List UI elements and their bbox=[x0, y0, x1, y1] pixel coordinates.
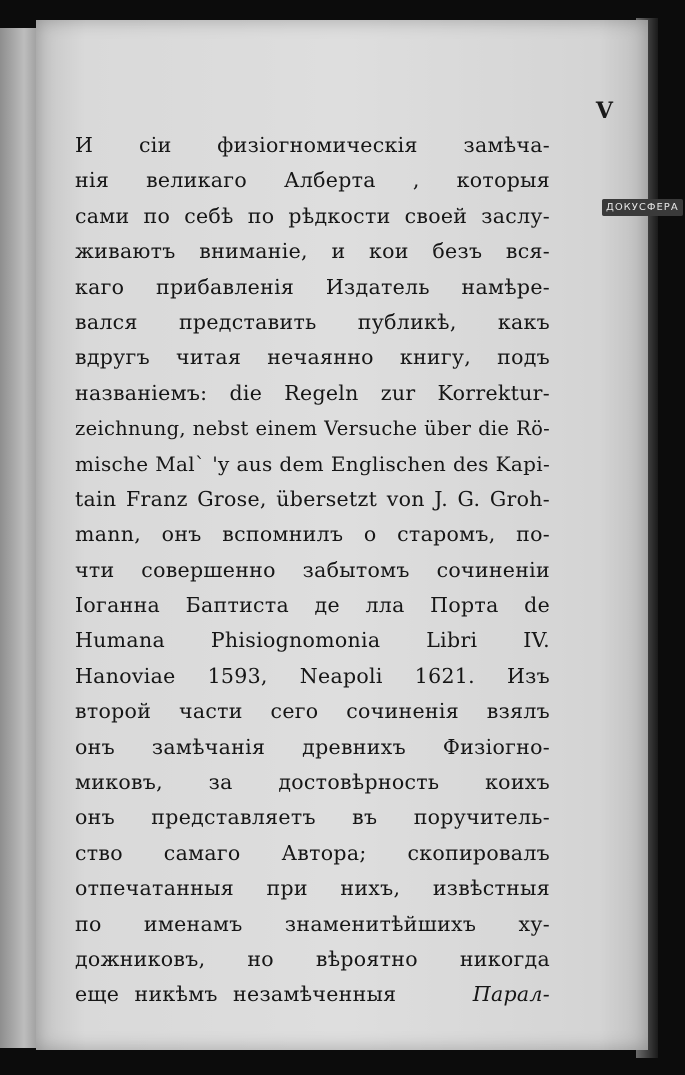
text-line: чти совершенно забытомъ сочиненіи bbox=[75, 557, 550, 582]
watermark-badge: ДОКУСФЕРА bbox=[602, 199, 683, 216]
catchword: Парал- bbox=[472, 982, 550, 1007]
text-line: Іоганна Баптиста де лла Порта de bbox=[75, 593, 550, 618]
text-line: mann, онъ вспомнилъ о старомъ, по- bbox=[75, 522, 550, 547]
text-line: живаютъ вниманіе, и кои безъ вся- bbox=[75, 239, 550, 264]
text-line: сами по себѣ по рѣдкости своей заслу- bbox=[75, 203, 550, 228]
text-line: И сіи физіогномическія замѣча- bbox=[75, 133, 550, 157]
text-line: ство самаго Автора; скопировалъ bbox=[75, 840, 550, 865]
text-line: Humana Phisiognomonia Libri IV. bbox=[75, 628, 550, 653]
text-line: названіемъ: die Regeln zur Korrektur- bbox=[75, 380, 550, 405]
text-line: онъ замѣчанія древнихъ Физіогно- bbox=[75, 734, 550, 759]
text-line: дожниковъ, но вѣроятно никогда bbox=[75, 946, 550, 971]
text-line: онъ представляетъ въ поручитель- bbox=[75, 805, 550, 830]
page-number: V bbox=[595, 98, 613, 124]
text-line: Hanoviae 1593, Neapoli 1621. Изъ bbox=[75, 663, 550, 688]
text-line: миковъ, за достовѣрность коихъ bbox=[75, 770, 550, 795]
text-line: tain Franz Grose, übersetzt von J. G. Groh- bbox=[75, 486, 550, 511]
text-line: вдругъ читая нечаянно книгу, подъ bbox=[75, 345, 550, 370]
text-line-last bbox=[75, 977, 550, 1012]
text-line: отпечатанныя при нихъ, извѣстныя bbox=[75, 876, 550, 901]
text-line: mische Mal` 'y aus dem Englischen des Kapi- bbox=[75, 451, 550, 476]
text-line-start: еще никѣмъ незамѣченныя bbox=[75, 982, 397, 1007]
text-line: второй части сего сочиненія взялъ bbox=[75, 699, 550, 724]
text-line: вался представить публикѣ, какъ bbox=[75, 309, 550, 334]
text-line: zeichnung, nebst einem Versuche über die Rö- bbox=[75, 417, 550, 441]
facing-page-edge bbox=[0, 28, 41, 1048]
text-line: нія великаго Алберта , которыя bbox=[75, 168, 550, 193]
text-line: по именамъ знаменитѣйшихъ ху- bbox=[75, 911, 550, 936]
text-line: каго прибавленія Издатель намѣре- bbox=[75, 274, 550, 299]
body-text bbox=[75, 128, 550, 1013]
